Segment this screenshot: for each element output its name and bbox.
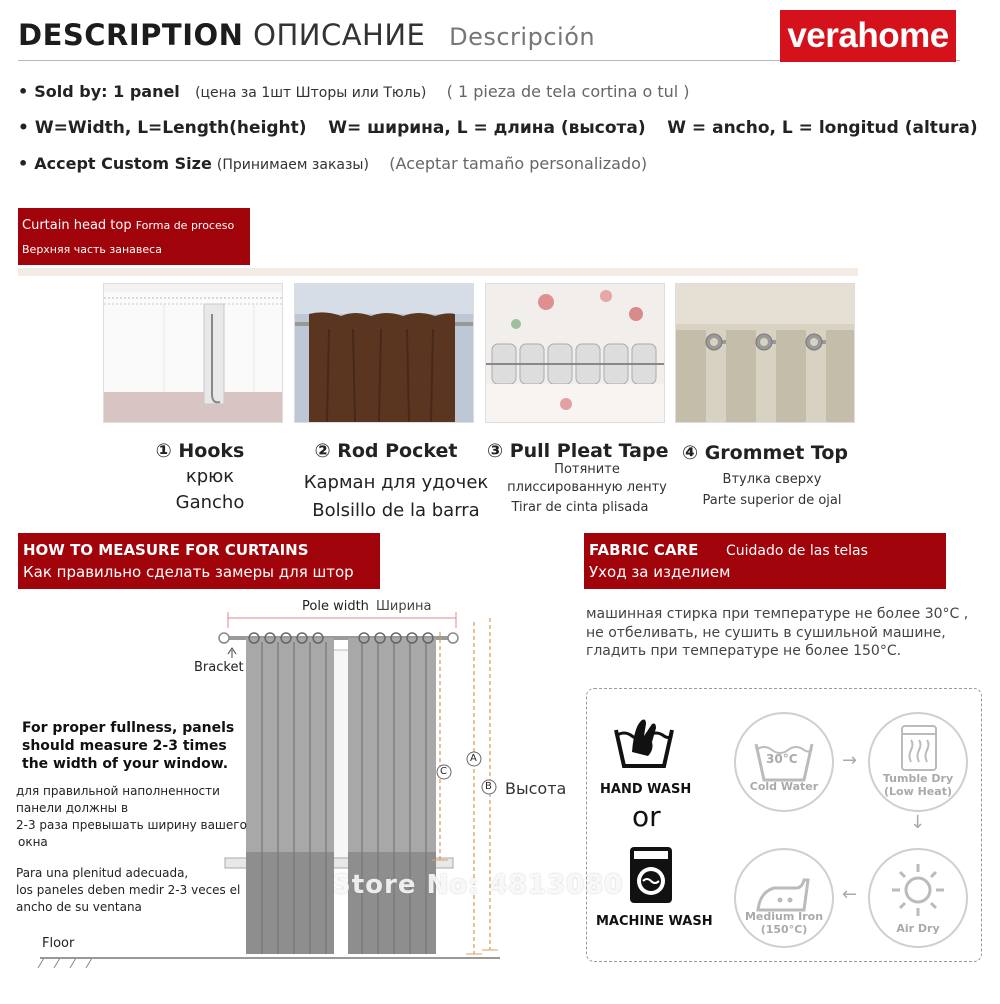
measure-section-label — [18, 533, 380, 589]
cold-water-label: Cold Water — [749, 780, 819, 793]
fullness-ru-1: для правильной наполненности — [16, 784, 220, 798]
title-ru: ОПИСАНИЕ — [253, 18, 426, 52]
fullness-ru-3: 2-3 раза превышать ширину вашего — [16, 818, 247, 832]
spec-dimensions: • W=Width, L=Length(height) W= ширина, L = длина (высота) W = ancho, L = longitud (altura) — [18, 118, 978, 138]
fullness-es-1: Para una plenitud adecuada, — [16, 866, 189, 880]
hooks-es: Gancho — [175, 492, 245, 513]
medium-iron-label-2: (150°C) — [760, 923, 808, 936]
fullness-es-2: los paneles deben medir 2-3 veces el — [16, 883, 241, 897]
marker-b: B — [485, 781, 492, 792]
grommet-es: Parte superior de ojal — [702, 493, 842, 508]
rod-pocket-photo — [294, 283, 474, 423]
bracket-label: Bracket — [194, 660, 244, 675]
arrow-right-icon: → — [842, 750, 858, 771]
head-label-en: Curtain head top — [22, 218, 132, 233]
air-dry-label: Air Dry — [896, 922, 940, 935]
fabric-care-label — [584, 533, 946, 589]
hand-wash-label: HAND WASH — [600, 782, 692, 797]
brand-logo: verahome — [780, 10, 956, 62]
marker-a: A — [470, 753, 477, 764]
arrow-down-icon: ↓ — [910, 812, 926, 833]
fullness-es-3: ancho de su ventana — [16, 900, 142, 914]
fullness-en-3: the width of your window. — [22, 756, 229, 772]
fullness-en-2: should measure 2-3 times — [22, 738, 227, 754]
grommet-ru: Втулка сверху — [722, 472, 822, 487]
grommet-title: ④ Grommet Top — [682, 442, 848, 464]
measure-subtitle: Как правильно сделать замеры для штор — [23, 563, 354, 581]
pole-width-label: Pole width — [302, 599, 369, 614]
temp-30-label: 30°C — [766, 752, 798, 766]
arrow-left-icon: ← — [842, 884, 858, 905]
head-label-ru: Верхняя часть занавеса — [22, 243, 162, 256]
machine-wash-label: MACHINE WASH — [596, 914, 713, 929]
fabric-care-title-es: Cuidado de las telas — [726, 543, 868, 559]
fullness-ru-4: окна — [18, 835, 48, 849]
spec-sold-by: • Sold by: 1 panel (цена за 1шт Шторы или Тюль) ( 1 pieza de tela cortina o tul ) — [18, 82, 690, 101]
machine-wash-icon — [628, 845, 674, 905]
hooks-title: ① Hooks — [155, 440, 245, 462]
tumble-dry-label-1: Tumble Dry — [882, 772, 954, 785]
height-label: Высота — [505, 779, 567, 798]
pull-pleat-ru-2: плиссированную ленту — [507, 480, 667, 495]
grommet-photo — [675, 283, 855, 423]
pull-pleat-es: Tirar de cinta plisada — [511, 500, 649, 515]
floor-label: Floor — [42, 936, 75, 951]
page-title — [18, 18, 595, 52]
head-label-es: Forma de proceso — [135, 219, 235, 232]
tumble-dry-label-2: (Low Heat) — [884, 785, 952, 798]
medium-iron-label-1: Medium Iron — [744, 910, 824, 923]
title-en: DESCRIPTION — [18, 18, 244, 52]
rod-pocket-es: Bolsillo de la barra — [312, 500, 480, 521]
fabric-care-title: FABRIC CARE — [589, 541, 699, 559]
care-text-1: машинная стирка при температуре не более 30°C , — [586, 606, 969, 622]
hand-wash-icon — [612, 716, 676, 772]
fabric-care-subtitle: Уход за изделием — [589, 563, 731, 581]
fullness-en-1: For proper fullness, panels — [22, 720, 235, 736]
spec-custom-size: • Accept Custom Size (Принимаем заказы) (Aceptar tamaño personalizado) — [18, 154, 648, 173]
marker-c: C — [440, 766, 447, 777]
fullness-ru-2: панели должны в — [16, 801, 129, 815]
curtain-head-label — [18, 208, 250, 265]
hooks-photo — [103, 283, 283, 423]
rod-pocket-ru: Карман для удочек — [303, 472, 489, 493]
measure-title: HOW TO MEASURE FOR CURTAINS — [23, 541, 309, 559]
pole-width-ru-label: Ширина — [376, 599, 432, 614]
title-es: Descripción — [449, 23, 596, 51]
rod-pocket-title: ② Rod Pocket — [314, 440, 458, 462]
pull-pleat-title: ③ Pull Pleat Tape — [487, 440, 669, 462]
care-text-3: гладить при температуре не более 150°C. — [586, 643, 902, 659]
photo-strip-bg — [18, 268, 858, 276]
hooks-ru: крюк — [185, 466, 235, 487]
care-text-2: не отбеливать, не сушить в сушильной машине, — [586, 625, 946, 641]
or-label: or — [632, 800, 661, 833]
pull-pleat-photo — [485, 283, 665, 423]
pull-pleat-ru-1: Потяните — [554, 462, 620, 477]
store-watermark: Store No: 4813080 — [332, 870, 624, 900]
